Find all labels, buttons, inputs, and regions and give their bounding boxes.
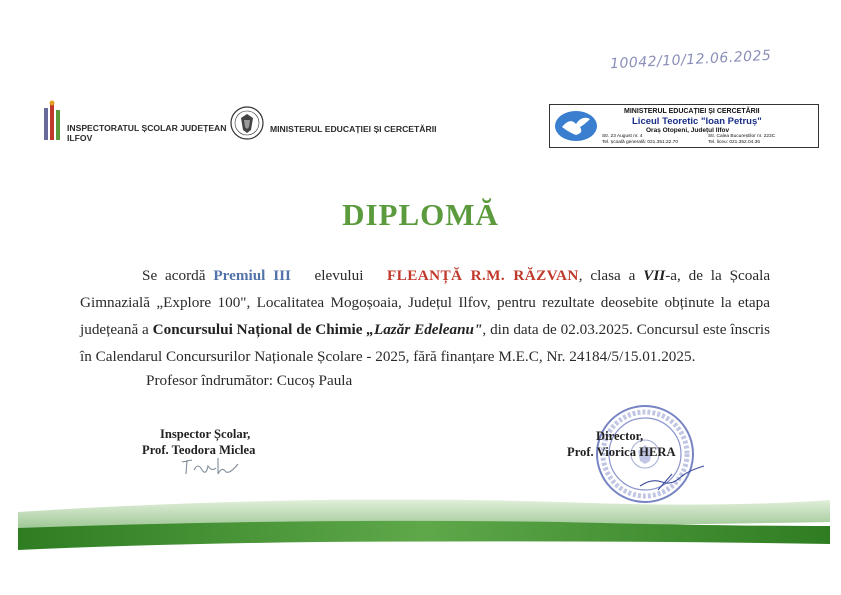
isj-logo-icon <box>42 100 64 140</box>
class-prefix: , clasa a <box>578 267 636 284</box>
inspector-signature-icon <box>178 452 248 480</box>
school-box-ministry: MINISTERUL EDUCAȚIEI ȘI CERCETĂRII <box>624 108 760 115</box>
ministry-crest-icon <box>230 106 264 140</box>
prize: Premiul III <box>213 267 291 284</box>
contest: Concursului Național de Chimie <box>152 321 363 338</box>
school-location: Oraș Otopeni, Județul Ilfov <box>646 127 730 134</box>
contest-details: , din data de 02.03.2025. Concursul este înscris în Calendarul Concursurilor Naționale Școlare - 2025, fără finanțare M.E.C, Nr. 24184/5/15.01.2025. <box>80 321 771 365</box>
class-suffix: -a, de la Școala Gimnazială „Explore 100", Localitatea Mogoșoaia, Județul Ilfov, pentru rezultate deosebite obținute la etapa județeană a <box>80 267 771 338</box>
award-prefix: Se acordă <box>142 267 206 284</box>
diploma-title: DIPLOMĂ <box>342 197 499 232</box>
student-prefix: elevului <box>314 267 364 284</box>
inspector-name: Prof. Teodora Miclea <box>142 443 256 457</box>
director-role: Director, <box>596 429 644 443</box>
director-signature-icon <box>638 460 708 494</box>
inspector-role: Inspector Școlar, <box>160 427 251 441</box>
student-name: FLEANȚĂ R.M. RĂZVAN <box>387 267 579 284</box>
school-contact-1: Str. 23 August nr. 4 <box>602 134 643 139</box>
dove-logo-icon <box>554 109 598 143</box>
school-header-box <box>549 104 819 148</box>
contest-name: „Lazăr Edeleanu" <box>366 321 483 338</box>
diploma-body <box>80 262 770 370</box>
director-name: Prof. Viorica HERA <box>567 445 676 459</box>
decorative-wave <box>0 492 841 562</box>
school-name: Liceul Teoretic "Ioan Petruș" <box>632 116 762 127</box>
isj-name: INSPECTORATUL ȘCOLAR JUDEȚEAN ILFOV <box>67 123 227 143</box>
teacher: Profesor îndrumător: Cucoș Paula <box>146 372 353 389</box>
registration-number: 10042/10/12.06.2025 <box>609 47 772 73</box>
school-contact-4: Tel. liceu: 021.352.04.36 <box>708 140 761 145</box>
ministry-name: MINISTERUL EDUCAȚIEI ȘI CERCETĂRII <box>270 124 437 134</box>
school-contact-2: Str. Calea Bucureștilor nr. 223C <box>708 134 776 139</box>
school-contact-3: Tel. școală generală: 021.351.22.70 <box>602 140 679 145</box>
class: VII <box>643 267 666 284</box>
